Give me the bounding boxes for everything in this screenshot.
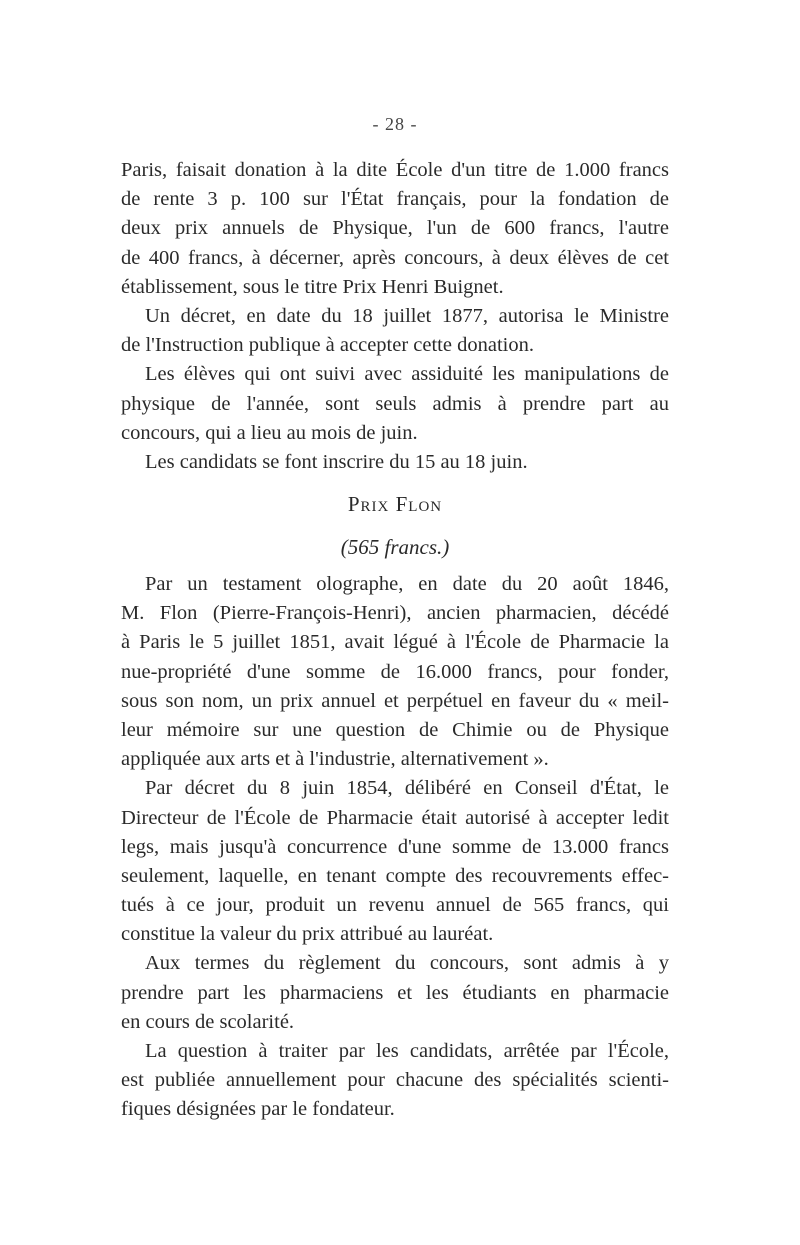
text-line: Les candidats se font inscrire du 15 au 18 juin.	[145, 450, 528, 473]
paragraph	[121, 1037, 669, 1125]
text-line: de 400 francs, à décerner, après concours, à deux élèves de cet	[121, 246, 669, 269]
text-line: Par un testament olographe, en date du 20 août 1846,	[145, 573, 669, 595]
text-line: de l'Instruction publique à accepter cette donation.	[121, 334, 534, 357]
paragraph	[121, 774, 669, 949]
paragraph	[121, 302, 669, 360]
text-line: M. Flon (Pierre-François-Henri), ancien pharmacien, décédé	[121, 602, 669, 625]
text-line: Un décret, en date du 18 juillet 1877, autorisa le Ministre	[145, 304, 669, 327]
text-line: fiques désignées par le fondateur.	[121, 1098, 395, 1121]
text-line: prendre part les pharmaciens et les étudiants en pharmacie	[121, 981, 669, 1004]
text-line: sous son nom, un prix annuel et perpétuel en faveur du « meil-	[121, 689, 669, 712]
text-line: nue-propriété d'une somme de 16.000 francs, pour fonder,	[121, 660, 669, 683]
text-line: appliquée aux arts et à l'industrie, alternativement ».	[121, 748, 549, 771]
paragraph	[121, 360, 669, 448]
text-line: seulement, laquelle, en tenant compte des recouvrements effec-	[121, 864, 669, 887]
text-line: deux prix annuels de Physique, l'un de 600 francs, l'autre	[121, 217, 669, 240]
text-line: est publiée annuellement pour chacune des spécialités scienti-	[121, 1069, 669, 1092]
text-line: Paris, faisait donation à la dite École d'un titre de 1.000 francs	[121, 159, 669, 181]
text-line: La question à traiter par les candidats, arrêtée par l'École,	[145, 1040, 669, 1062]
paragraph	[121, 156, 669, 302]
text-line: leur mémoire sur une question de Chimie ou de Physique	[121, 718, 669, 741]
text-line: en cours de scolarité.	[121, 1010, 295, 1033]
text-line: établissement, sous le titre Prix Henri Buignet.	[121, 275, 504, 298]
section-subtitle: (565 francs.)	[340, 535, 450, 559]
text-line: Directeur de l'École de Pharmacie était autorisé à accepter ledit	[121, 806, 669, 829]
paragraph	[121, 570, 669, 774]
text-line: concours, qui a lieu au mois de juin.	[121, 421, 418, 444]
text-line: constitue la valeur du prix attribué au lauréat.	[121, 923, 494, 946]
text-block-top	[121, 156, 669, 477]
text-line: Aux termes du règlement du concours, sont admis à y	[145, 952, 669, 975]
text-line: physique de l'année, sont seuls admis à prendre part au	[121, 392, 669, 415]
paragraph	[121, 448, 669, 477]
text-line: à Paris le 5 juillet 1851, avait légué à l'École de Pharmacie la	[121, 631, 669, 654]
text-line: legs, mais jusqu'à concurrence d'une somme de 13.000 francs	[121, 835, 669, 858]
document-page	[121, 0, 669, 1245]
text-line: de rente 3 p. 100 sur l'État français, pour la fondation de	[121, 188, 669, 211]
text-block-bottom	[121, 570, 669, 1125]
page-number: - 28 -	[372, 114, 418, 134]
text-line: tués à ce jour, produit un revenu annuel de 565 francs, qui	[121, 894, 669, 917]
text-line: Par décret du 8 juin 1854, délibéré en Conseil d'État, le	[145, 777, 669, 800]
paragraph	[121, 949, 669, 1037]
text-line: Les élèves qui ont suivi avec assiduité les manipulations de	[145, 363, 669, 386]
section-title: Prix Flon	[347, 492, 443, 516]
